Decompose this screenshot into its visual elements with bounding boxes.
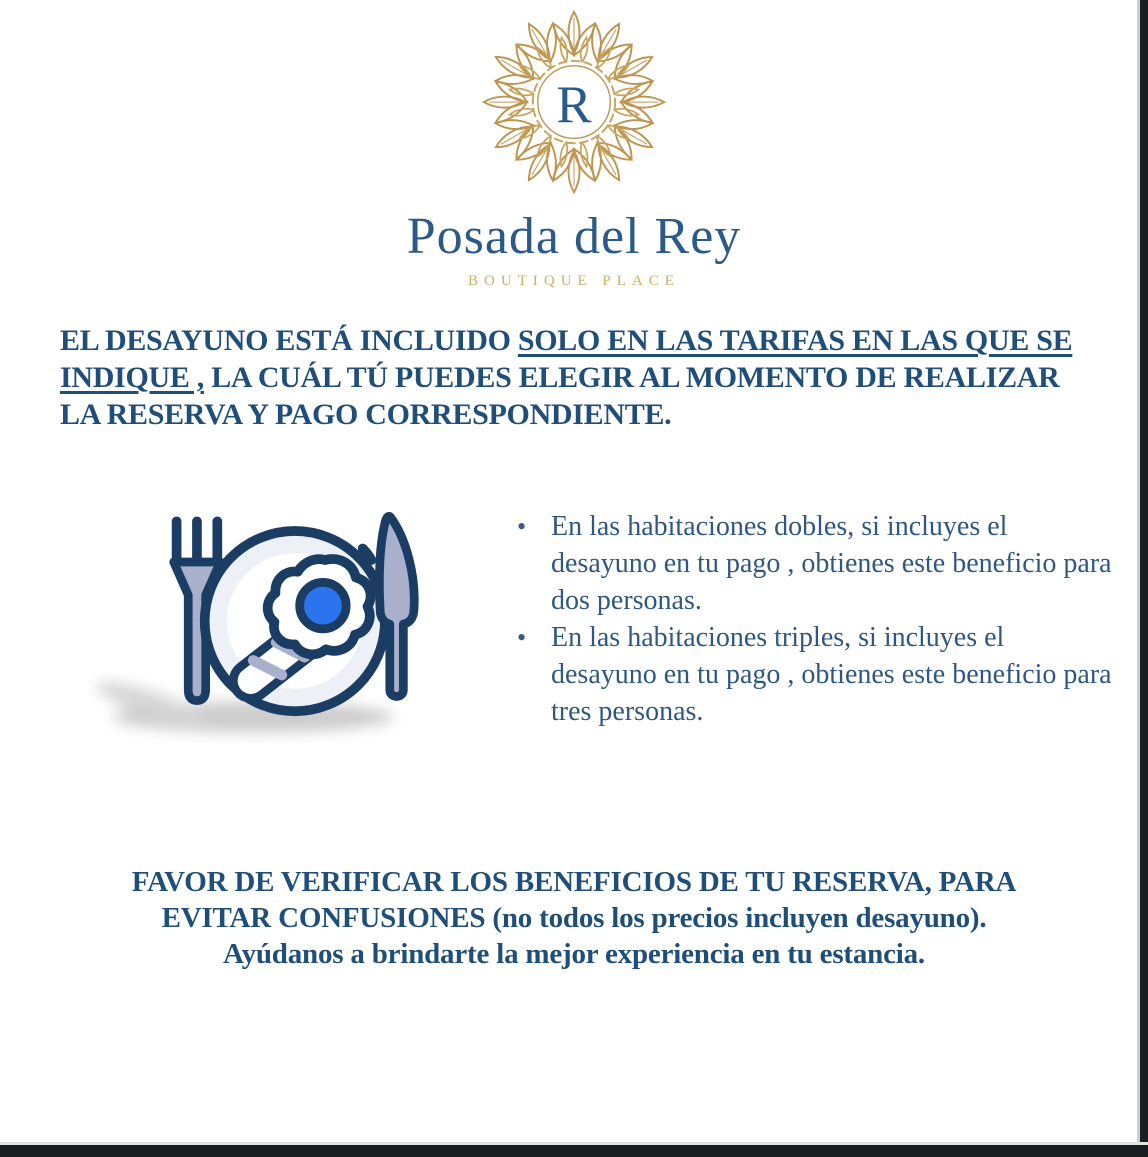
heading-line1-plain: EL DESAYUNO ESTÁ INCLUIDO: [60, 324, 518, 357]
fried-egg-icon: [268, 559, 371, 654]
heading-line-1: [60, 322, 1080, 359]
heading-line-2: [60, 359, 1080, 396]
hotel-logo: [0, 8, 1148, 290]
notice-line-3: Ayúdanos a brindarte la mejor experiencia en tu estancia.: [222, 938, 925, 970]
heading-line-3: LA RESERVA Y PAGO CORRESPONDIENTE.: [60, 398, 672, 431]
breakfast-plate-icon: [83, 500, 433, 750]
benefit-text: En las habitaciones dobles, si incluyes el desayuno en tu pago , obtienes este beneficio para dos personas.: [551, 511, 1112, 616]
benefits-section: [0, 500, 1148, 755]
benefit-text: En las habitaciones triples, si incluyes el desayuno en tu pago , obtienes este beneficio para tres personas.: [551, 622, 1112, 727]
bullet-icon: •: [517, 512, 527, 541]
brand-name: Posada del Rey: [406, 208, 742, 265]
verification-notice: [0, 864, 1148, 972]
bullet-icon: •: [517, 623, 527, 652]
logo-monogram-letter: R: [556, 76, 592, 135]
viewer-background-bottom: [0, 1145, 1148, 1157]
breakfast-illustration: [83, 500, 433, 755]
benefits-list: [515, 508, 1116, 755]
notice-line-2: EVITAR CONFUSIONES (no todos los precios incluyen desayuno).: [161, 902, 987, 934]
viewer-background-right: [1140, 0, 1148, 1157]
notice-line-1: FAVOR DE VERIFICAR LOS BENEFICIOS DE TU RESERVA, PARA: [131, 866, 1017, 898]
breakfast-policy-heading: [60, 322, 1080, 433]
brand-tagline: BOUTIQUE PLACE: [468, 272, 680, 289]
benefit-item-triples: [517, 619, 1116, 730]
heading-line2-plain: LA CUÁL TÚ PUEDES ELEGIR AL MOMENTO DE REALIZAR: [204, 361, 1060, 394]
heading-line1-underlined: SOLO EN LAS TARIFAS EN LAS QUE SE: [517, 324, 1073, 357]
knife-icon: [379, 516, 414, 696]
heading-line2-underlined: INDIQUE ,: [60, 361, 204, 394]
laurel-wreath-icon: [456, 8, 692, 204]
benefit-item-doubles: [517, 508, 1116, 619]
